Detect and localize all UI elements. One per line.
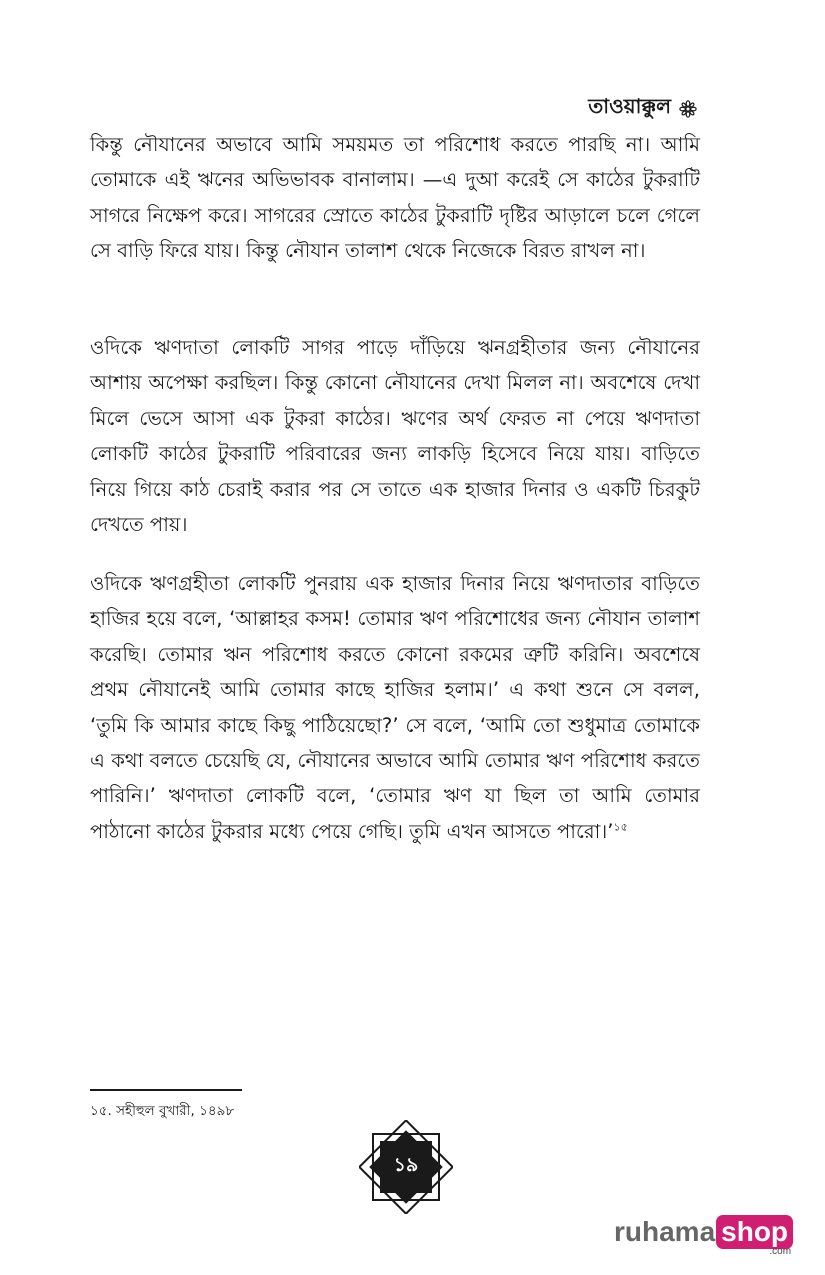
- running-header: [588, 92, 697, 125]
- page-number-badge: [359, 1120, 453, 1214]
- ruhamashop-logo: [614, 1215, 793, 1255]
- paragraph-with-footnote: [90, 566, 700, 849]
- paragraph-text: ওদিকে ঋণগ্রহীতা লোকটি পুনরায় এক হাজার দিনার নিয়ে ঋণদাতার বাড়িতে হাজির হয়ে বলে, ‘আল্লাহর কসম! তোমার ঋণ পরিশোধের জন্য নৌযান তালাশ করেছি। তোমার ঋন পরিশোধ করতে কোনো রকমের ত্রুটি করিনি। অবশেষে প্রথম নৌযানেই আমি তোমার কাছে হাজির হলাম।’ এ কথা শুনে সে বলল, ‘তুমি কি আমার কাছে কিছু পাঠিয়েছো?’ সে বলে, ‘আমি তো শুধুমাত্র তোমাকে এ কথা বলতে চেয়েছি যে, নৌযানের অভাবে আমি তোমার ঋণ পরিশোধ করতে পারিনি।’ ঋণদাতা লোকটি বলে, ‘তোমার ঋণ যা ছিল তা আমি তোমার পাঠানো কাঠের টুকরার মধ্যে পেয়ে গেছি। তুমি এখন আসতে পারো।’: [90, 572, 700, 843]
- paragraph: [90, 127, 700, 269]
- footnote-reference[interactable]: ১৫: [613, 820, 628, 834]
- paragraph-text: ওদিকে ঋণদাতা লোকটি সাগর পাড়ে দাঁড়িয়ে ঋনগ্রহীতার জন্য নৌযানের আশায় অপেক্ষা করছিল। কিন্তু কোনো নৌযানের দেখা মিলল না। অবশেষে দেখা মিলে ভেসে আসা এক টুকরা কাঠের। ঋণের অর্থ ফেরত না পেয়ে ঋণদাতা লোকটি কাঠের টুকরাটি পরিবারের জন্য লাকড়ি হিসেবে নিয়ে যায়। বাড়িতে নিয়ে গিয়ে কাঠ চেরাই করার পর সে তাতে এক হাজার দিনার ও একটি চিরকুট দেখতে পায়।: [90, 336, 701, 537]
- logo-dotcom: .com: [769, 1246, 792, 1257]
- footnote-divider: [90, 1089, 242, 1091]
- logo-word-shop: shop: [721, 1216, 789, 1247]
- paragraph: [90, 566, 700, 849]
- paragraph: [90, 330, 700, 542]
- page-number: ১৯: [393, 1154, 419, 1176]
- logo-shop-box: [716, 1215, 793, 1257]
- paragraph-text: কিন্তু নৌযানের অভাবে আমি সময়মত তা পরিশোধ করতে পারছি না। আমি তোমাকে এই ঋনের অভিভাবক বানালাম। —এ দুআ করেই সে কাঠের টুকরাটি সাগরে নিক্ষেপ করে। সাগরের স্রোতে কাঠের টুকরাটি দৃষ্টির আড়ালে চলে গেলে সে বাড়ি ফিরে যায়। কিন্তু নৌযান তালাশ থেকে নিজেকে বিরত রাখল না।: [90, 133, 700, 263]
- flower-ornament-icon: [679, 100, 697, 118]
- footnote: ১৫. সহীহুল বুখারী, ১৪৯৮: [90, 1103, 235, 1119]
- logo-word-ruhama: ruhama: [614, 1216, 716, 1247]
- chapter-title: তাওয়াক্কুল: [588, 94, 671, 118]
